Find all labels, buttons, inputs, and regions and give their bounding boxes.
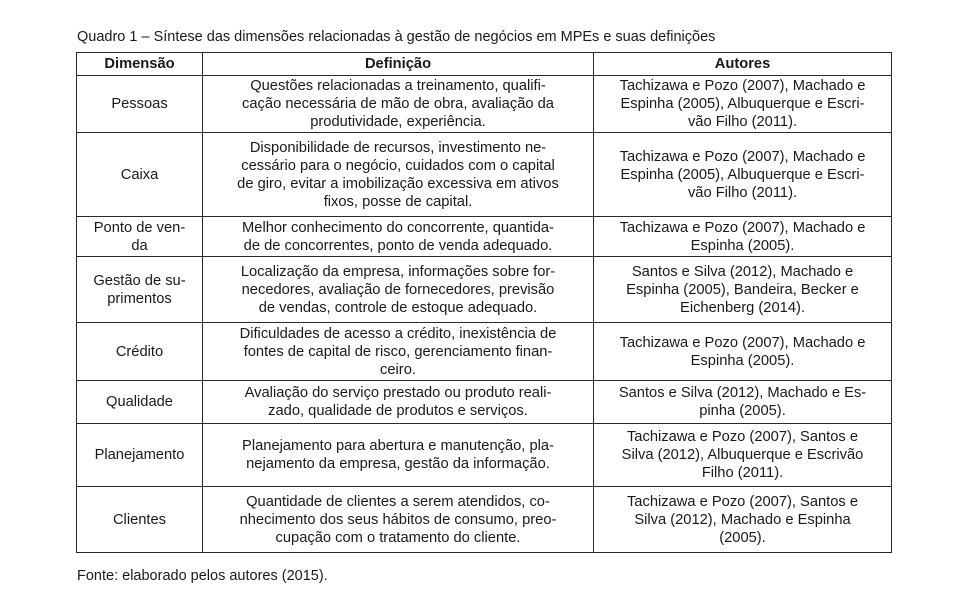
cell-line: Eichenberg (2014). <box>680 299 805 316</box>
cell-dimensao <box>77 323 203 381</box>
table-header-row <box>77 53 892 76</box>
cell-line: Espinha (2005). <box>690 352 795 369</box>
cell-line: cessário para o negócio, cuidados com o capital <box>241 157 555 174</box>
cell-definicao <box>203 257 594 323</box>
cell-line: Pessoas <box>111 96 168 112</box>
cell-definicao <box>203 133 594 217</box>
cell-line: primentos <box>107 290 172 307</box>
table-row <box>77 323 892 381</box>
cell-line: Ponto de ven- <box>93 219 186 236</box>
cell-line: Gestão de su- <box>93 272 186 289</box>
cell-line: Questões relacionadas a treinamento, qualifi- <box>250 78 546 94</box>
cell-line: Crédito <box>115 343 164 360</box>
cell-dimensao <box>77 133 203 217</box>
cell-line: Tachizawa e Pozo (2007), Machado e <box>619 219 866 236</box>
cell-line: Planejamento para abertura e manutenção, pla- <box>242 438 554 454</box>
cell-line: Filho (2011). <box>701 465 784 481</box>
cell-dimensao <box>77 76 203 133</box>
cell-line: Santos e Silva (2012), Machado e <box>631 263 854 280</box>
cell-line: cação necessária de mão de obra, avaliação da <box>242 96 554 112</box>
table-body <box>77 76 892 553</box>
table-row <box>77 381 892 424</box>
cell-autores <box>594 487 892 553</box>
dimensions-table <box>76 52 892 553</box>
cell-line: Dificuldades de acesso a crédito, inexistência de <box>239 325 557 342</box>
cell-autores <box>594 133 892 217</box>
cell-line: Planejamento <box>94 447 185 463</box>
cell-line: Tachizawa e Pozo (2007), Machado e <box>619 78 866 94</box>
cell-line: Melhor conhecimento do concorrente, quantida- <box>242 219 554 236</box>
cell-line: necedores, avaliação de fornecedores, previsão <box>241 281 555 298</box>
cell-autores <box>594 217 892 257</box>
header-definicao: Definição <box>203 53 594 76</box>
cell-autores <box>594 76 892 133</box>
cell-dimensao <box>77 381 203 424</box>
cell-line: fixos, posse de capital. <box>323 193 473 210</box>
cell-line: (2005). <box>719 529 766 546</box>
table-row <box>77 133 892 217</box>
cell-autores <box>594 424 892 487</box>
cell-dimensao <box>77 257 203 323</box>
cell-line: de giro, evitar a imobilização excessiva em ativos <box>237 175 559 192</box>
cell-line: Clientes <box>112 511 167 528</box>
cell-autores <box>594 257 892 323</box>
cell-line: zado, qualidade de produtos e serviços. <box>268 403 528 419</box>
cell-line: de vendas, controle de estoque adequado. <box>258 299 538 316</box>
header-autores: Autores <box>594 53 892 76</box>
table-row <box>77 76 892 133</box>
table-row <box>77 424 892 487</box>
cell-line: Silva (2012), Albuquerque e Escrivão <box>621 447 864 463</box>
cell-definicao <box>203 381 594 424</box>
cell-line: vão Filho (2011). <box>687 114 798 130</box>
cell-line: da <box>131 237 148 254</box>
cell-line: nhecimento dos seus hábitos de consumo, preo- <box>239 511 557 528</box>
cell-line: Espinha (2005), Albuquerque e Escri- <box>620 166 865 183</box>
table-row <box>77 487 892 553</box>
cell-line: Espinha (2005), Bandeira, Becker e <box>626 281 859 298</box>
cell-line: Qualidade <box>106 394 173 410</box>
table-row <box>77 217 892 257</box>
cell-line: fontes de capital de risco, gerenciamento finan- <box>243 343 553 360</box>
cell-definicao <box>203 487 594 553</box>
cell-line: pinha (2005). <box>699 403 786 419</box>
table-row <box>77 257 892 323</box>
cell-line: ceiro. <box>380 361 416 378</box>
cell-line: Caixa <box>120 166 159 183</box>
cell-line: Tachizawa e Pozo (2007), Santos e <box>626 493 859 510</box>
cell-line: nejamento da empresa, gestão da informação. <box>246 456 550 472</box>
cell-line: de de concorrentes, ponto de venda adequado. <box>243 237 553 254</box>
cell-dimensao <box>77 487 203 553</box>
cell-line: cupação com o tratamento do cliente. <box>275 529 521 546</box>
table-caption: Quadro 1 – Síntese das dimensões relacionadas à gestão de negócios em MPEs e suas definições <box>77 29 716 45</box>
cell-dimensao <box>77 217 203 257</box>
table-source-note: Fonte: elaborado pelos autores (2015). <box>77 568 328 584</box>
header-dimensao: Dimensão <box>77 53 203 76</box>
cell-line: Tachizawa e Pozo (2007), Santos e <box>626 429 859 445</box>
cell-line: Silva (2012), Machado e Espinha <box>634 511 851 528</box>
cell-line: vão Filho (2011). <box>687 184 798 201</box>
cell-dimensao <box>77 424 203 487</box>
cell-autores <box>594 381 892 424</box>
cell-line: Tachizawa e Pozo (2007), Machado e <box>619 334 866 351</box>
cell-line: Tachizawa e Pozo (2007), Machado e <box>619 148 866 165</box>
cell-line: Espinha (2005). <box>690 237 795 254</box>
cell-line: Santos e Silva (2012), Machado e Es- <box>618 385 867 401</box>
cell-line: produtividade, experiência. <box>310 114 486 130</box>
cell-definicao <box>203 217 594 257</box>
cell-definicao <box>203 323 594 381</box>
cell-line: Avaliação do serviço prestado ou produto reali- <box>244 385 552 401</box>
cell-definicao <box>203 424 594 487</box>
cell-line: Localização da empresa, informações sobre for- <box>240 263 556 280</box>
cell-definicao <box>203 76 594 133</box>
cell-line: Espinha (2005), Albuquerque e Escri- <box>620 96 865 112</box>
cell-line: Quantidade de clientes a serem atendidos, co- <box>246 493 550 510</box>
cell-line: Disponibilidade de recursos, investimento ne- <box>249 139 547 156</box>
cell-autores <box>594 323 892 381</box>
